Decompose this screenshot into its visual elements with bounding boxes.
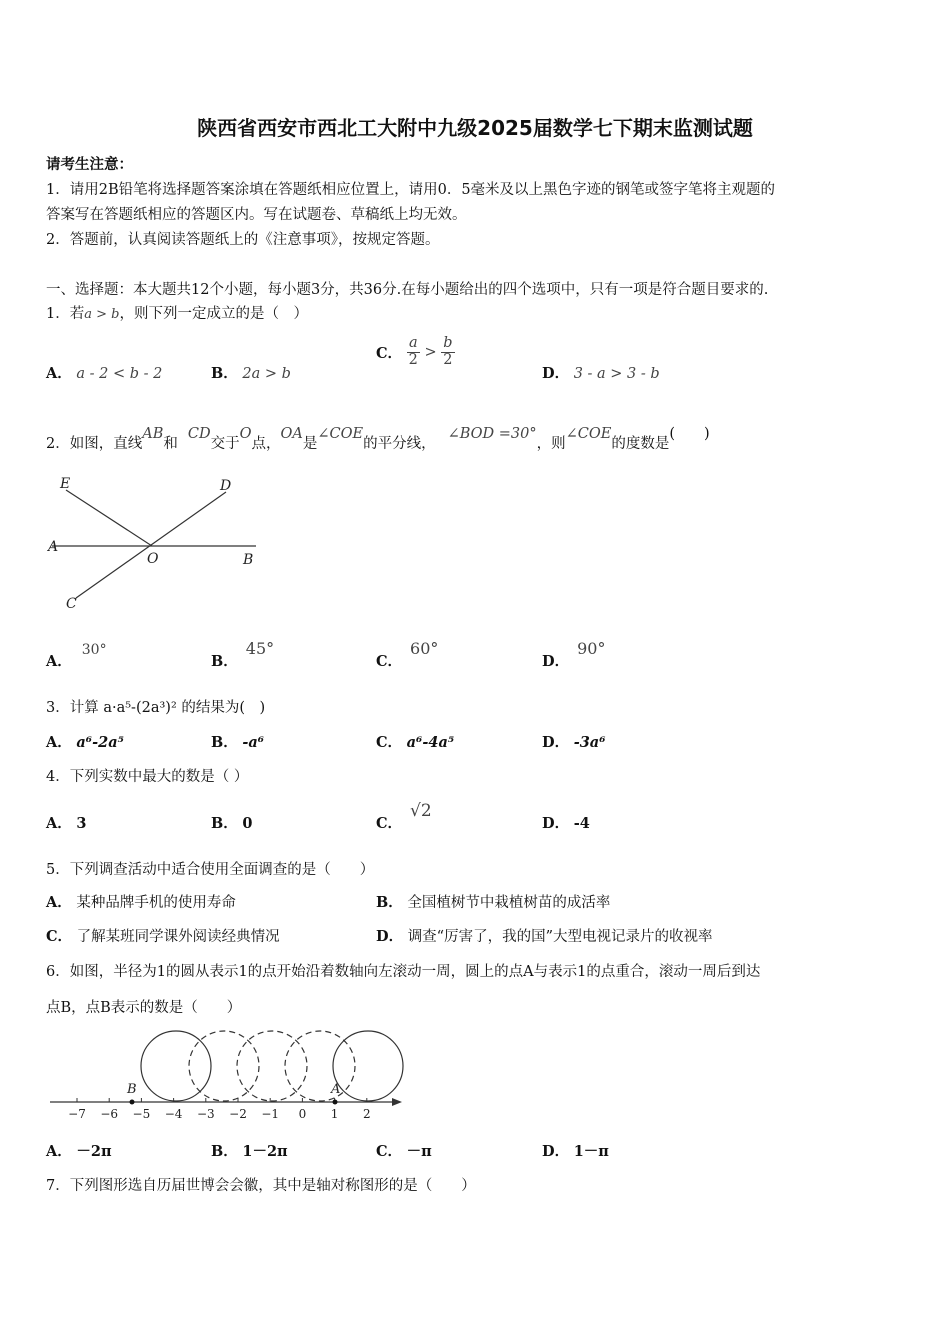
axis-tick-label: 2: [362, 1107, 371, 1121]
q6-a-text: －2π: [76, 1143, 112, 1160]
axis-tick-label: 1: [330, 1107, 339, 1121]
q2-b-label: B．: [211, 653, 238, 670]
question-4: 4．下列实数中最大的数是（ ）: [46, 769, 249, 785]
q2-ab: AB: [142, 426, 164, 442]
q2-coe: ∠COE: [317, 426, 364, 442]
axis-arrow-icon: [392, 1098, 402, 1106]
notice-item2: 2．答题前，认真阅读答题纸上的《注意事项》，按规定答题。: [46, 232, 440, 248]
q6-d-text: 1－π: [573, 1143, 609, 1160]
q5-b-label: B．: [376, 894, 403, 911]
q3-option-c[interactable]: [376, 731, 454, 752]
line-cd: [76, 492, 226, 598]
q4-a-text: 3: [76, 815, 87, 832]
rolling-circles: [141, 1031, 403, 1101]
q6-a-label: A．: [46, 1143, 72, 1160]
axis-tick-label: −3: [196, 1107, 215, 1121]
q1-c-label: C．: [376, 344, 403, 362]
q2-paren: ( ): [669, 426, 710, 442]
q2-c-text: 60°: [410, 639, 439, 658]
q2-a-label: A．: [46, 653, 72, 670]
q6-option-d[interactable]: [542, 1140, 609, 1161]
q2-option-b[interactable]: [211, 639, 275, 671]
q6-c-text: －π: [406, 1143, 432, 1160]
q1-d-text: 3 - a > 3 - b: [573, 366, 660, 382]
q2-b-text: 45°: [245, 639, 275, 658]
point-a-label: A: [331, 1082, 341, 1097]
q3-option-d[interactable]: [542, 731, 606, 752]
point-b-dot: [130, 1100, 135, 1105]
q4-b-label: B．: [211, 815, 238, 832]
q1-c-fraction-b: $\frac{b}{2}$: [443, 335, 453, 368]
q2-a-text: 30°: [81, 642, 107, 658]
q2-text-2: 和: [163, 436, 178, 452]
label-a: A: [48, 539, 59, 555]
q3-b-label: B．: [211, 734, 238, 751]
q5-option-c[interactable]: [46, 925, 280, 946]
label-o: O: [147, 551, 159, 567]
q4-option-b[interactable]: [211, 812, 252, 833]
axis-tick-label: −5: [132, 1107, 151, 1121]
q2-text-5: 是: [302, 436, 318, 452]
q4-d-label: D．: [542, 815, 570, 832]
q2-c-label: C．: [376, 653, 403, 670]
circle-dashed-3: [285, 1031, 355, 1101]
question-7: 7．下列图形选自历届世博会会徽，其中是轴对称图形的是（ ）: [46, 1178, 476, 1194]
q4-option-a[interactable]: [46, 812, 86, 833]
q4-b-text: 0: [242, 815, 253, 832]
notice-heading: 请考生注意：: [46, 156, 133, 173]
q6-d-label: D．: [542, 1143, 570, 1160]
label-e: E: [60, 476, 71, 492]
q4-a-label: A．: [46, 815, 72, 832]
question-6-line1: 6．如图，半径为1的圆从表示1的点开始沿着数轴向左滚动一周，圆上的点A与表示1的点重合，滚动一周后到达: [46, 964, 761, 980]
q2-cd: CD: [187, 426, 211, 442]
circle-dashed-1: [189, 1031, 259, 1101]
q6-option-c[interactable]: [376, 1140, 432, 1161]
section-heading: 一、选择题：本大题共12个小题，每小题3分，共36分.在每小题给出的四个选项中，只有一项是符合题目要求的.: [46, 282, 769, 298]
q5-a-text: 某种品牌手机的使用寿命: [76, 895, 236, 911]
circle-end: [141, 1031, 211, 1101]
point-a-dot: [333, 1100, 338, 1105]
q1-option-d[interactable]: [542, 362, 660, 383]
notice-item1-line2: 答案写在答题纸相应的答题区内。写在试题卷、草稿纸上均无效。: [46, 207, 467, 223]
q1-c-operator: >: [424, 344, 437, 361]
axis-tick-label: −7: [68, 1107, 86, 1121]
q1-option-c[interactable]: [376, 336, 455, 369]
q1-option-a[interactable]: [46, 362, 162, 383]
page-title: 陕西省西安市西北工大附中九级2025届数学七下期末监测试题: [197, 116, 753, 140]
q1-prefix: 1．若: [46, 306, 85, 322]
q1-c-fraction-a: $\frac{a}{2}$: [408, 335, 418, 368]
q3-option-b[interactable]: [211, 731, 264, 752]
q2-bod: ∠BOD =30°: [447, 426, 537, 442]
question-5: 5．下列调查活动中适合使用全面调查的是（ ）: [46, 862, 375, 878]
q2-oa: OA: [280, 426, 303, 442]
q1-suffix: ，则下列一定成立的是（ ）: [119, 306, 308, 322]
q4-c-label: C．: [376, 815, 403, 832]
q5-b-text: 全国植树节中栽植树苗的成活率: [407, 895, 611, 911]
q2-text-7: ，则: [536, 436, 566, 452]
q5-a-label: A．: [46, 894, 72, 911]
q5-option-d[interactable]: [376, 925, 713, 946]
circle-dashed-2: [237, 1031, 307, 1101]
axis-tick-label: 0: [298, 1107, 307, 1121]
q4-option-c[interactable]: [376, 801, 432, 833]
q1-b-label: B．: [211, 365, 238, 382]
q6-b-text: 1－2π: [242, 1143, 288, 1160]
q1-a-label: A．: [46, 365, 72, 382]
q3-a-label: A．: [46, 734, 72, 751]
label-b: B: [243, 552, 254, 568]
q3-d-label: D．: [542, 734, 570, 751]
axis-tick-label: −1: [261, 1107, 280, 1121]
q3-option-a[interactable]: [46, 731, 124, 752]
question-2: [46, 422, 710, 452]
question-6-line2: 点B，点B表示的数是（ ）: [46, 1000, 242, 1016]
q2-coe-2: ∠COE: [565, 426, 612, 442]
axis-tick-label: −6: [100, 1107, 119, 1121]
q6-option-b[interactable]: [211, 1140, 288, 1161]
q6-option-a[interactable]: [46, 1140, 112, 1161]
ray-oe: [66, 490, 152, 546]
q3-c-text: a⁶-4a⁵: [406, 734, 455, 751]
q3-c-label: C．: [376, 734, 403, 751]
q1-condition: a > b: [84, 307, 120, 322]
notice-item1-line1: 1．请用2B铅笔将选择题答案涂填在答题纸相应位置上，请用0．5毫米及以上黑色字迹的钢笔或签字笔将主观题的: [46, 182, 776, 198]
q5-d-label: D．: [376, 928, 404, 945]
q5-d-text: 调查“厉害了，我的国”大型电视记录片的收视率: [407, 929, 713, 945]
q2-figure: [44, 470, 274, 615]
q2-option-c[interactable]: [376, 639, 439, 671]
q1-d-label: D．: [542, 365, 570, 382]
q3-b-text: -a⁶: [242, 734, 265, 751]
q5-option-a[interactable]: [46, 891, 236, 912]
q2-text-8: 的度数是: [611, 436, 670, 452]
circle-start: [333, 1031, 403, 1101]
q4-option-d[interactable]: [542, 812, 590, 833]
question-3: 3．计算 a·a⁵-(2a³)² 的结果为( ): [46, 700, 266, 716]
axis-tick-label: −4: [164, 1107, 183, 1121]
q5-option-b[interactable]: [376, 891, 610, 912]
q4-d-text: -4: [573, 815, 590, 832]
q6-figure: [44, 1024, 409, 1124]
q2-o: O: [239, 426, 252, 442]
q2-d-text: 90°: [577, 639, 606, 658]
q5-c-text: 了解某班同学课外阅读经典情况: [76, 929, 280, 945]
q2-text-3: 交于: [210, 436, 240, 452]
q2-option-a[interactable]: [46, 642, 107, 671]
q3-d-text: -3a⁶: [573, 734, 606, 751]
q3-a-text: a⁶-2a⁵: [76, 734, 124, 751]
axis-tick-label: −2: [229, 1107, 247, 1121]
q2-text-1: 2．如图，直线: [46, 436, 143, 452]
q2-text-6: 的平分线，: [363, 436, 436, 452]
q1-b-text: 2a > b: [242, 366, 291, 382]
q2-text-4: 点，: [251, 436, 281, 452]
q2-d-label: D．: [542, 653, 570, 670]
q1-a-text: a - 2 < b - 2: [76, 366, 163, 382]
label-d: D: [220, 478, 232, 494]
q6-c-label: C．: [376, 1143, 403, 1160]
q4-c-text: √2: [410, 801, 432, 821]
point-b-label: B: [127, 1082, 137, 1097]
label-c: C: [66, 596, 77, 612]
q5-c-label: C．: [46, 928, 73, 945]
q2-option-d[interactable]: [542, 639, 606, 671]
question-1: [46, 302, 308, 323]
q6-b-label: B．: [211, 1143, 238, 1160]
q1-option-b[interactable]: [211, 362, 291, 383]
